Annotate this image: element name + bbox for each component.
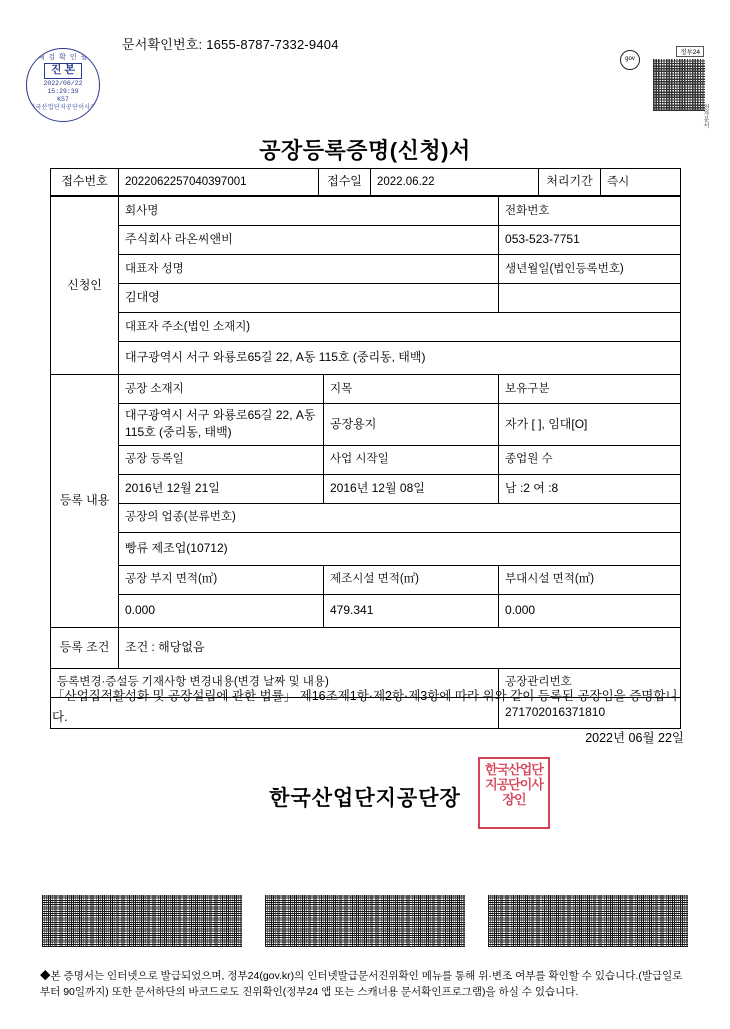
land-category-label: 지목	[324, 375, 499, 404]
site-area-value: 0.000	[119, 594, 324, 627]
table-row	[51, 474, 681, 503]
phone-value: 053-523-7751	[499, 226, 681, 255]
mfg-area-value: 479.341	[324, 594, 499, 627]
start-date-label: 사업 시작일	[324, 445, 499, 474]
document-number	[122, 34, 339, 53]
document-number-value: 1655-8787-7332-9404	[206, 37, 339, 52]
company-name-value: 주식회사 라온씨앤비	[119, 226, 499, 255]
reg-date-value: 2016년 12월 21일	[119, 474, 324, 503]
qr-code-icon	[652, 58, 706, 112]
main-table	[50, 196, 681, 729]
business-type-label: 공장의 업종(분류번호)	[119, 503, 681, 532]
barcode-strip	[42, 895, 688, 947]
page-title: 공장등록증명(신청)서	[259, 138, 471, 163]
mgmt-no-value: 271702016371810	[499, 697, 681, 728]
birth-label: 생년월일(법인등록번호)	[499, 255, 681, 284]
table-row	[51, 284, 681, 313]
authenticity-stamp-arc-top: 내 검 확 인 필	[37, 54, 89, 61]
barcode-3-icon	[488, 895, 688, 947]
table-row	[51, 404, 681, 446]
registration-section-label: 등록 내용	[51, 375, 119, 628]
gov-emblem-icon	[620, 50, 640, 70]
receipt-no-value: 2022062257040397001	[119, 169, 319, 196]
rep-address-label: 대표자 주소(법인 소재지)	[119, 313, 681, 342]
table-row	[51, 226, 681, 255]
table-row	[51, 627, 681, 668]
mfg-area-label: 제조시설 면적(㎡)	[324, 565, 499, 594]
gov-emblem-label: gov	[625, 56, 635, 62]
gov24-qr-block	[646, 46, 704, 112]
authenticity-stamp-code: KS7	[57, 96, 69, 104]
change-label: 등록변경·증설등 기재사항 변경내용(변경 날짜 및 내용)	[51, 668, 499, 697]
aux-area-value: 0.000	[499, 594, 681, 627]
phone-label: 전화번호	[499, 197, 681, 226]
land-category-value: 공장용지	[324, 404, 499, 446]
footnote-text: ◆본 증명서는 인터넷으로 발급되었으며, 정부24(gov.kr)의 인터넷발급문서진위확인 메뉴를 통해 위·변조 여부를 확인할 수 있습니다.(발급일로부터 90일까지) 또한 문서하단의 바코드로도 진위확인(정부24 앱 또는 스캐너용 문서확인프로그램)을 하실 수 있습니다.	[40, 970, 683, 999]
condition-label: 등록 조건	[51, 627, 119, 668]
rep-name-label: 대표자 성명	[119, 255, 499, 284]
document-number-label: 문서확인번호:	[122, 37, 203, 52]
gov24-label: 정부24	[676, 46, 704, 57]
company-name-label: 회사명	[119, 197, 499, 226]
business-type-value: 빵류 제조업(10712)	[119, 532, 681, 565]
table-row	[51, 255, 681, 284]
rep-address-value: 대구광역시 서구 와룡로65길 22, A동 115호 (중리동, 태백)	[119, 342, 681, 375]
barcode-2-icon	[265, 895, 465, 947]
table-row	[51, 197, 681, 226]
authenticity-stamp-arc-bottom: 한국산업단지공단이사장	[29, 105, 97, 112]
receipt-table	[50, 168, 681, 196]
ownership-value: 자가 [ ], 임대[O]	[499, 404, 681, 446]
table-row	[51, 565, 681, 594]
ownership-label: 보유구분	[499, 375, 681, 404]
employees-label: 종업원 수	[499, 445, 681, 474]
receipt-date-value: 2022.06.22	[371, 169, 539, 196]
table-row	[51, 532, 681, 565]
receipt-date-label: 접수일	[319, 169, 371, 196]
table-row	[51, 375, 681, 404]
applicant-section-label: 신청인	[51, 197, 119, 375]
side-vertical-text: 전자문서	[702, 104, 708, 128]
mgmt-no-label: 공장관리번호	[499, 668, 681, 697]
employees-value: 남 :2 여 :8	[499, 474, 681, 503]
receipt-no-label: 접수번호	[51, 169, 119, 196]
authenticity-stamp-center: 진 본	[44, 63, 82, 79]
authenticity-stamp-date: 2022/06/22	[43, 79, 83, 87]
rep-name-value: 김대영	[119, 284, 499, 313]
authenticity-stamp	[26, 48, 100, 122]
table-row	[51, 594, 681, 627]
site-area-label: 공장 부지 면적(㎡)	[119, 565, 324, 594]
table-row	[51, 313, 681, 342]
condition-value: 조건 : 해당없음	[119, 627, 681, 668]
barcode-1-icon	[42, 895, 242, 947]
certification-statement: 「산업집적활성화 및 공장설립에 관한 법률」 제16조제1항·제2항·제3항에 따라 위와 같이 등록된 공장임을 증명합니다.	[52, 689, 678, 725]
issuer-name: 한국산업단지공단장	[269, 787, 461, 810]
factory-location-value: 대구광역시 서구 와룡로65길 22, A동 115호 (중리동, 태백)	[119, 404, 324, 446]
aux-area-label: 부대시설 면적(㎡)	[499, 565, 681, 594]
factory-location-label: 공장 소재지	[119, 375, 324, 404]
official-red-seal: 한국산업단지공단이사장인	[478, 757, 550, 829]
authenticity-stamp-time: 15:29:39	[47, 87, 79, 95]
table-row	[51, 169, 681, 196]
birth-value	[499, 284, 681, 313]
issue-date: 2022년 06월 22일	[585, 731, 684, 745]
table-row	[51, 503, 681, 532]
table-row	[51, 342, 681, 375]
table-row	[51, 445, 681, 474]
process-period-label: 처리기간	[539, 169, 601, 196]
process-period-value: 즉시	[601, 169, 681, 196]
reg-date-label: 공장 등록일	[119, 445, 324, 474]
start-date-value: 2016년 12월 08일	[324, 474, 499, 503]
